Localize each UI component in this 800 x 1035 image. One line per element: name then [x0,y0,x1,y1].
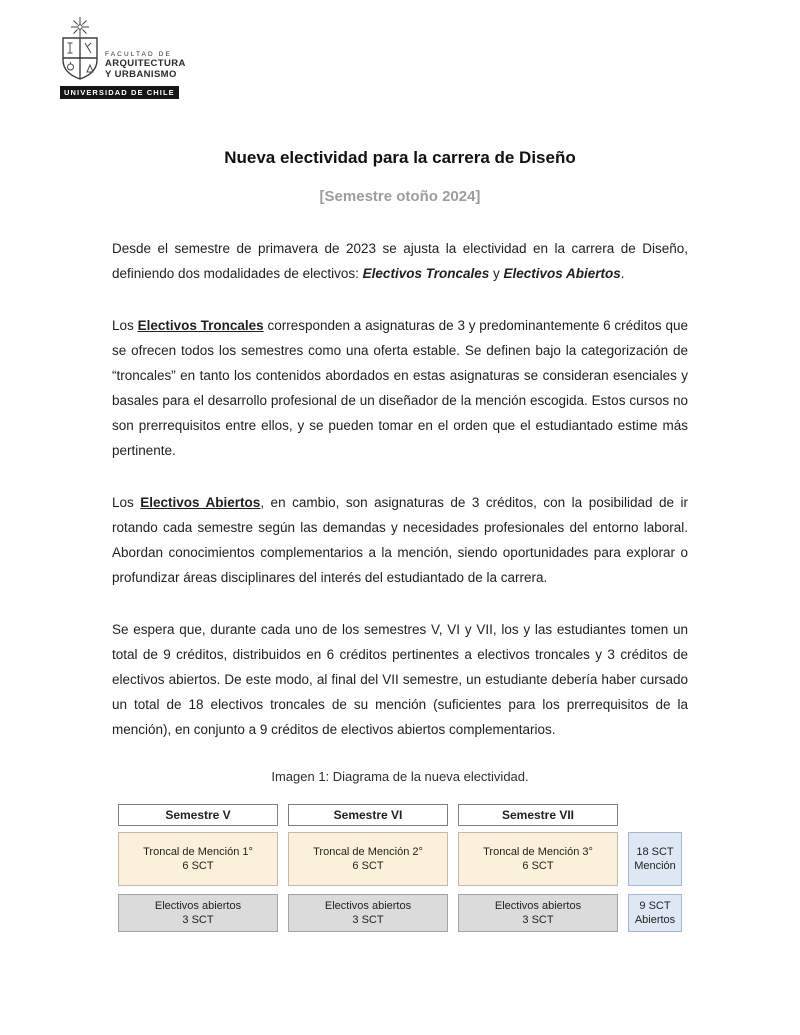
page-title: Nueva electividad para la carrera de Diseño [224,148,576,167]
troncal-box-3-credits: 6 SCT [522,860,554,872]
troncal-box-2-credits: 6 SCT [352,860,384,872]
semester-header-v: Semestre V [118,804,278,826]
paragraph: Los Electivos Abiertos, en cambio, son asignaturas de 3 créditos, con la posibilidad de ir rotando cada semestre según las demandas y necesidades profesionales del entorno laboral. Abordan conocimientos complementarios a la mención, siendo oportunidades para explorar o profundizar áreas disciplinares del interés del estudiantado de la carrera. [112,495,688,585]
faculty-name-line2: ARQUITECTURA [105,58,186,69]
troncal-box-1-credits: 6 SCT [182,860,214,872]
troncal-box-3-title: Troncal de Mención 3° [483,846,593,858]
abiertos-box-2-title: Electivos abiertos [324,900,412,912]
total-abiertos-credits: 9 SCT [639,900,671,912]
troncal-box-3 [458,832,618,886]
paragraph: Se espera que, durante cada uno de los semestres V, VI y VII, los y las estudiantes tomen un total de 9 créditos, distribuidos en 6 créditos pertinentes a electivos troncales y 3 créditos de electivos abiertos. De este modo, al final del VII semestre, un estudiante debería haber cursado un total de 18 electivos troncales de su mención (suficientes para los prerrequisitos de la mención), en conjunto a 9 créditos de electivos abiertos complementarios. [112,622,688,737]
abiertos-box-3 [458,894,618,932]
total-abiertos-box [628,894,682,932]
electivity-diagram [118,804,688,932]
troncal-box-2-title: Troncal de Mención 2° [313,846,423,858]
university-name-banner: UNIVERSIDAD DE CHILE [60,86,179,99]
abiertos-box-3-title: Electivos abiertos [494,900,582,912]
troncal-box-1 [118,832,278,886]
university-logo [60,16,186,100]
abiertos-box-1-credits: 3 SCT [182,914,214,926]
abiertos-box-3-credits: 3 SCT [522,914,554,926]
faculty-name-line1: FACULTAD DE [105,51,172,58]
abiertos-box-1 [118,894,278,932]
total-mencion-box [628,832,682,886]
figure-caption: Imagen 1: Diagrama de la nueva electividad. [271,769,529,784]
paragraph: Los Electivos Troncales corresponden a asignaturas de 3 y predominantemente 6 créditos que se ofrecen todos los semestres como una oferta estable. Se definen bajo la categorización de “troncales” en tanto los contenidos abordados en estas asignaturas se consideran esenciales y basales para el desarrollo profesional de un diseñador de la mención escogida. Estos cursos no son prerrequisitos entre ellos, y se pueden tomar en el orden que el estudiantado estime más pertinente. [112,318,688,458]
abiertos-box-2 [288,894,448,932]
semester-header-vi: Semestre VI [288,804,448,826]
paragraph: Desde el semestre de primavera de 2023 se ajusta la electividad en la carrera de Diseño, definiendo dos modalidades de electivos: Electivos Troncales y Electivos Abiertos. [112,241,688,281]
header-spacer [628,804,682,826]
semester-header-vii: Semestre VII [458,804,618,826]
university-crest-icon [60,16,100,82]
abiertos-box-2-credits: 3 SCT [352,914,384,926]
total-abiertos-label: Abiertos [634,914,676,926]
total-mencion-label: Mención [634,860,676,872]
troncal-box-2 [288,832,448,886]
page-subtitle: [Semestre otoño 2024] [319,188,481,205]
document-content [112,146,688,932]
abiertos-box-1-title: Electivos abiertos [154,900,242,912]
total-mencion-credits: 18 SCT [636,846,674,858]
troncal-box-1-title: Troncal de Mención 1° [143,846,253,858]
body-paragraphs [112,236,688,742]
faculty-name-line3: Y URBANISMO [105,69,177,80]
